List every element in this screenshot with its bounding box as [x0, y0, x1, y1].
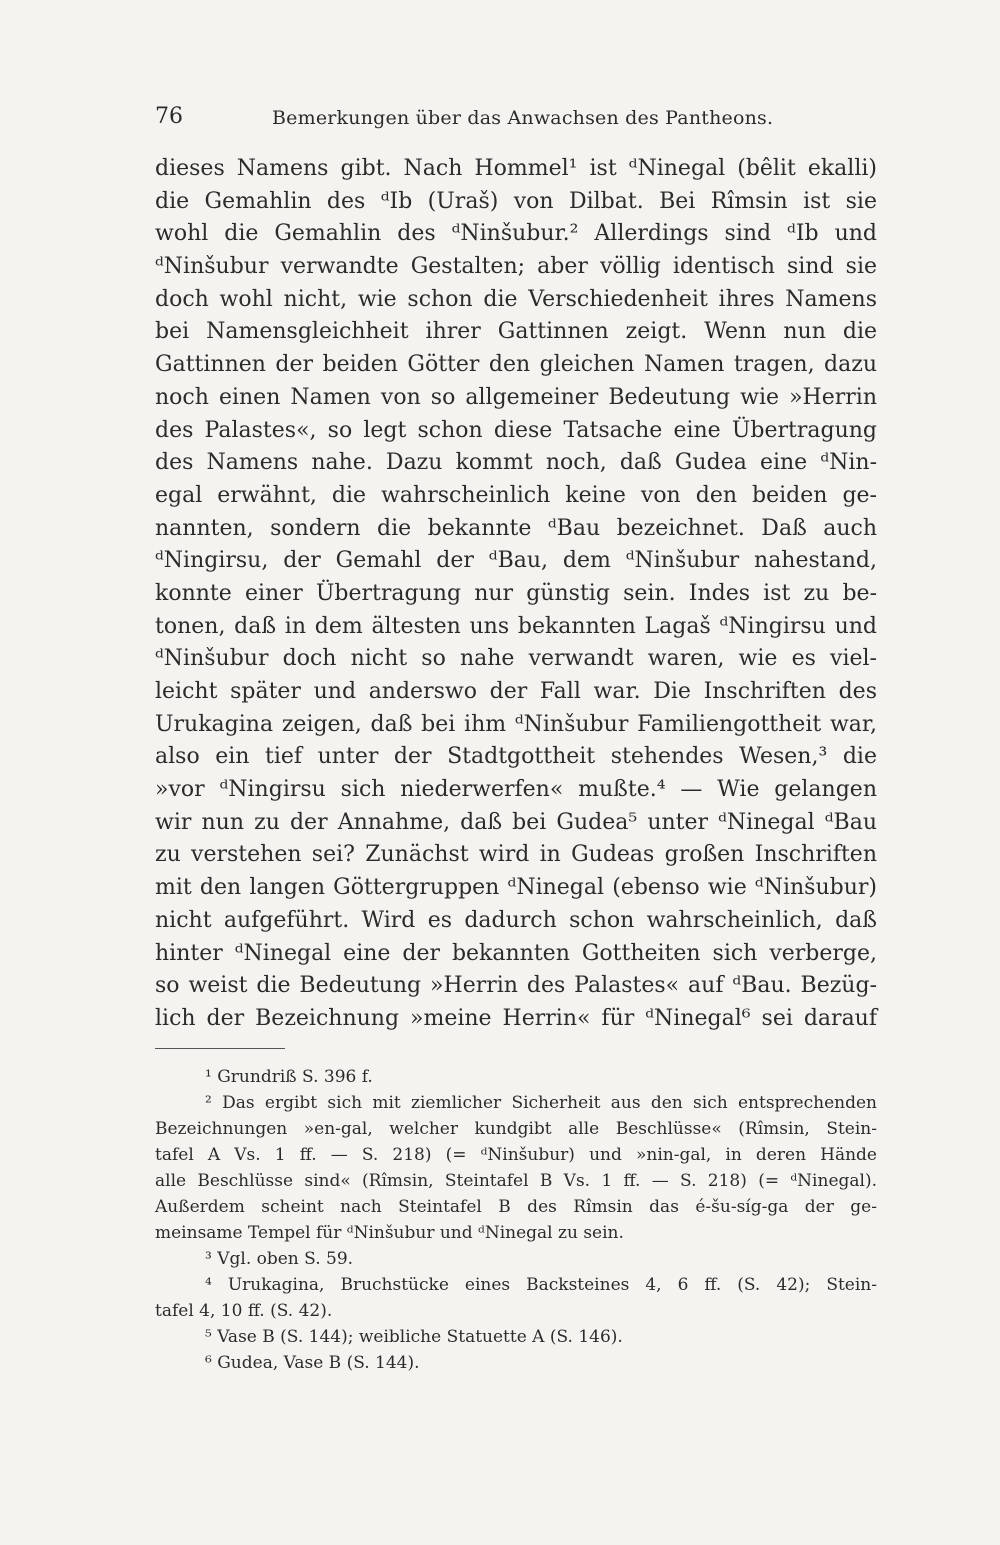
- footnotes: [155, 1064, 877, 1376]
- footnote-line: ⁴ Urukagina, Bruchstücke eines Backsteines 4, 6 ff. (S. 42); Stein-: [205, 1275, 877, 1295]
- footnote-line: Außerdem scheint nach Steintafel B des Rîmsin das é-šu-síg-ga der ge-: [155, 1197, 877, 1217]
- body-line: dieses Namens gibt. Nach Hommel¹ ist ᵈNinegal (bêlit ekalli): [155, 156, 877, 181]
- page-number: 76: [155, 104, 183, 129]
- body-line: konnte einer Übertragung nur günstig sein. Indes ist zu be-: [155, 580, 877, 606]
- footnote-line: ⁶ Gudea, Vase B (S. 144).: [205, 1353, 420, 1373]
- body-line: die Gemahlin des ᵈIb (Uraš) von Dilbat. Bei Rîmsin ist sie: [155, 188, 877, 214]
- body-line: Urukagina zeigen, daß bei ihm ᵈNinšubur Familiengottheit war,: [155, 711, 877, 737]
- body-line: wir nun zu der Annahme, daß bei Gudea⁵ unter ᵈNinegal ᵈBau: [155, 809, 877, 835]
- body-line: hinter ᵈNinegal eine der bekannten Gottheiten sich verberge,: [155, 940, 877, 966]
- body-line: lich der Bezeichnung »meine Herrin« für ᵈNinegal⁶ sei darauf: [155, 1005, 877, 1031]
- footnote-line: alle Beschlüsse sind« (Rîmsin, Steintafel B Vs. 1 ff. — S. 218) (= ᵈNinegal).: [155, 1171, 877, 1191]
- body-line: wohl die Gemahlin des ᵈNinšubur.² Allerdings sind ᵈIb und: [155, 221, 877, 247]
- body-line: nicht aufgeführt. Wird es dadurch schon wahrscheinlich, daß: [155, 907, 877, 933]
- body-line: ᵈNingirsu, der Gemahl der ᵈBau, dem ᵈNinšubur nahestand,: [155, 548, 877, 574]
- footnote-line: ² Das ergibt sich mit ziemlicher Sicherheit aus den sich entsprechenden: [205, 1093, 877, 1113]
- body-line: doch wohl nicht, wie schon die Verschiedenheit ihres Namens: [155, 286, 877, 312]
- body-line: Gattinnen der beiden Götter den gleichen Namen tragen, dazu: [155, 352, 877, 378]
- body-line: noch einen Namen von so allgemeiner Bedeutung wie »Herrin: [155, 384, 877, 410]
- body-line: tonen, daß in dem ältesten uns bekannten Lagaš ᵈNingirsu und: [155, 613, 877, 639]
- body-line: des Palastes«, so legt schon diese Tatsache eine Übertragung: [155, 417, 877, 443]
- footnote-line: Bezeichnungen »en-gal, welcher kundgibt alle Beschlüsse« (Rîmsin, Stein-: [155, 1119, 877, 1139]
- body-line: bei Namensgleichheit ihrer Gattinnen zeigt. Wenn nun die: [155, 319, 877, 345]
- footnote-line: tafel A Vs. 1 ff. — S. 218) (= ᵈNinšubur) und »nin-gal, in deren Hände: [155, 1145, 877, 1165]
- body-line: leicht später und anderswo der Fall war. Die Inschriften des: [155, 679, 877, 704]
- body-line: ᵈNinšubur doch nicht so nahe verwandt waren, wie es viel-: [155, 646, 877, 672]
- body-line: nannten, sondern die bekannte ᵈBau bezeichnet. Daß auch: [155, 515, 877, 541]
- footnote-line: ³ Vgl. oben S. 59.: [205, 1249, 354, 1269]
- footnote-line: ⁵ Vase B (S. 144); weibliche Statuette A (S. 146).: [205, 1327, 623, 1347]
- body-line: egal erwähnt, die wahrscheinlich keine von den beiden ge-: [155, 482, 877, 508]
- body-line: so weist die Bedeutung »Herrin des Palastes« auf ᵈBau. Bezüg-: [155, 973, 877, 999]
- body-line: ᵈNinšubur verwandte Gestalten; aber völlig identisch sind sie: [155, 254, 877, 280]
- footnote-line: meinsame Tempel für ᵈNinšubur und ᵈNinegal zu sein.: [155, 1223, 624, 1243]
- body-line: »vor ᵈNingirsu sich niederwerfen« mußte.⁴ — Wie gelangen: [155, 777, 877, 803]
- body-line: zu verstehen sei? Zunächst wird in Gudeas großen Inschriften: [155, 842, 877, 868]
- footnote-divider: [155, 1048, 285, 1049]
- footnote-line: ¹ Grundriß S. 396 f.: [205, 1067, 373, 1087]
- running-title: Bemerkungen über das Anwachsen des Pantheons.: [272, 107, 774, 129]
- body-line: mit den langen Göttergruppen ᵈNinegal (ebenso wie ᵈNinšubur): [155, 875, 877, 901]
- page-header: [155, 104, 877, 134]
- footnote-line: tafel 4, 10 ff. (S. 42).: [155, 1301, 333, 1321]
- body-line: also ein tief unter der Stadtgottheit stehendes Wesen,³ die: [155, 744, 877, 770]
- body-text: [155, 153, 877, 1036]
- body-line: des Namens nahe. Dazu kommt noch, daß Gudea eine ᵈNin-: [155, 450, 877, 476]
